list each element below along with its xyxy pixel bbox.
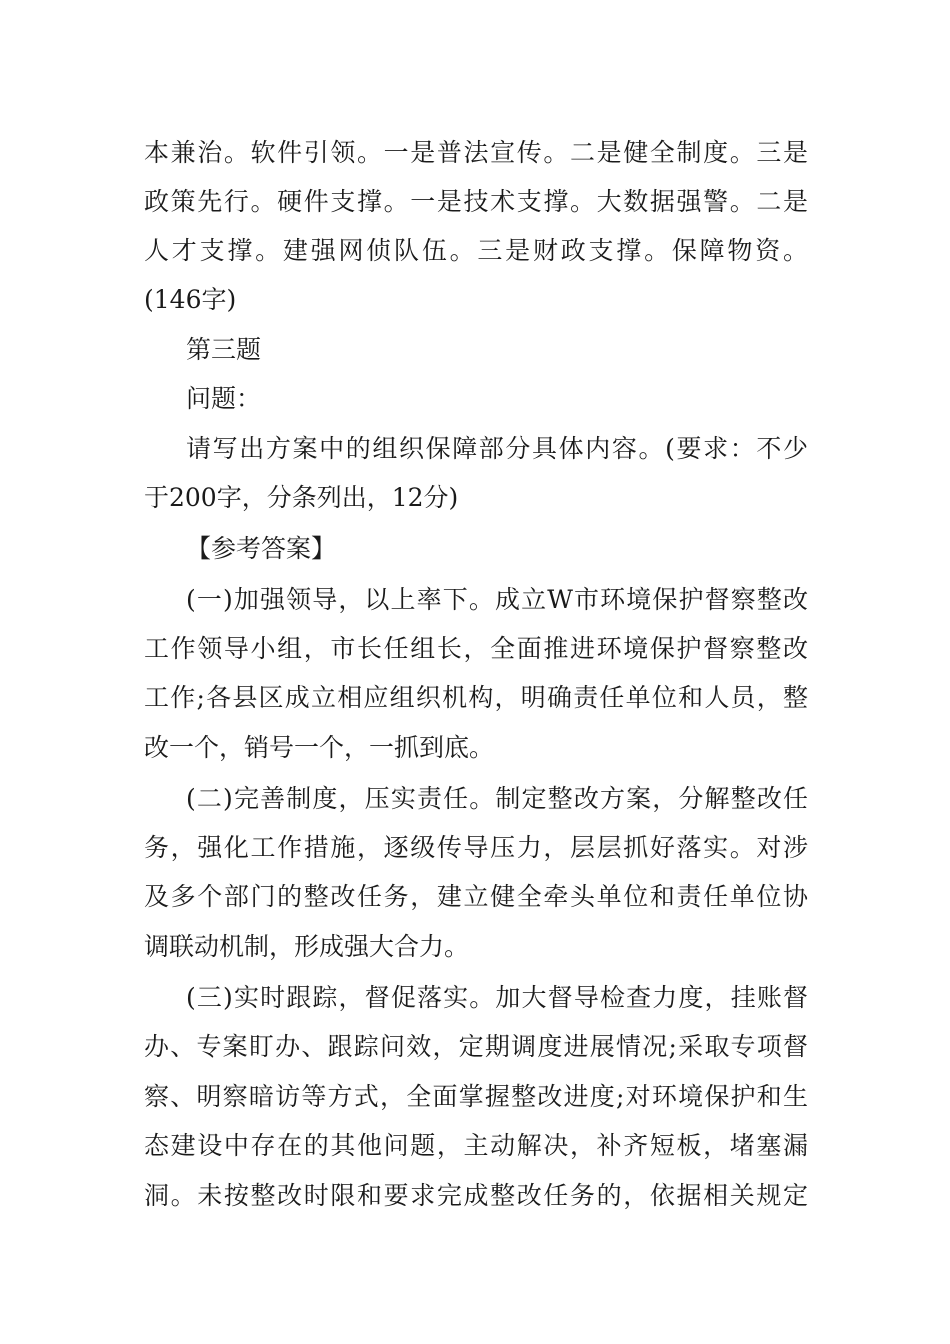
answer-paragraph-line: (一)加强领导，以上率下。成立W市环境保护督察整改 <box>186 585 808 614</box>
answer-paragraph-line: 察、明察暗访等方式，全面掌握整改进度;对环境保护和生 <box>144 1082 808 1111</box>
text-line: 本兼治。软件引领。一是普法宣传。二是健全制度。三是 <box>144 138 808 167</box>
answer-paragraph-line: 工作;各县区成立相应组织机构，明确责任单位和人员，整 <box>144 683 808 712</box>
section-heading: 第三题 <box>186 335 262 364</box>
answer-paragraph-line: 调联动机制，形成强大合力。 <box>144 932 470 961</box>
answer-paragraph-line: 洞。未按整改时限和要求完成整改任务的，依据相关规定 <box>144 1181 808 1210</box>
answer-paragraph-line: 工作领导小组，市长任组长，全面推进环境保护督察整改 <box>144 634 808 663</box>
answer-paragraph-line: (三)实时跟踪，督促落实。加大督导检查力度，挂账督 <box>186 983 808 1012</box>
question-text: 于200字，分条列出，12分) <box>144 483 459 512</box>
answer-paragraph-line: 改一个，销号一个，一抓到底。 <box>144 733 495 762</box>
answer-heading: 【参考答案】 <box>186 534 337 563</box>
answer-paragraph-line: 及多个部门的整改任务，建立健全牵头单位和责任单位协 <box>144 882 808 911</box>
answer-paragraph-line: (二)完善制度，压实责任。制定整改方案，分解整改任 <box>186 784 808 813</box>
text-line: (146字) <box>144 285 237 314</box>
question-label: 问题： <box>186 384 262 413</box>
answer-paragraph-line: 态建设中存在的其他问题，主动解决，补齐短板，堵塞漏 <box>144 1131 808 1160</box>
text-line: 政策先行。硬件支撑。一是技术支撑。大数据强警。二是 <box>144 187 808 216</box>
answer-paragraph-line: 务，强化工作措施，逐级传导压力，层层抓好落实。对涉 <box>144 833 808 862</box>
answer-paragraph-line: 办、专案盯办、跟踪问效，定期调度进展情况;采取专项督 <box>144 1032 808 1061</box>
text-line: 人才支撑。建强网侦队伍。三是财政支撑。保障物资。 <box>144 236 808 265</box>
question-text: 请写出方案中的组织保障部分具体内容。(要求：不少 <box>186 434 808 463</box>
